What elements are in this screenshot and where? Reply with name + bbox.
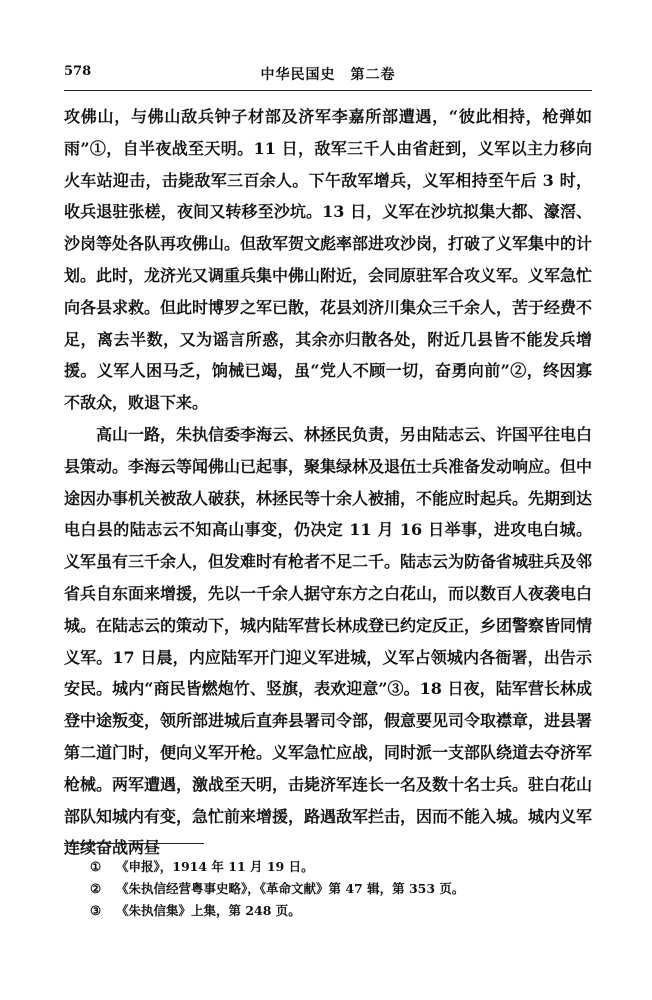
footnote-2: [90, 878, 590, 900]
footnotes: [90, 856, 590, 922]
body-text: [64, 101, 592, 864]
paragraph-2: 高山一路，朱执信委李海云、林拯民负责，另由陆志云、许国平往电白县策动。李海云等闻佛山已起事，聚集绿林及退伍士兵准备发动响应。但中途因办事机关被敌人破获，林拯民等十余人被捕，不能应时起兵。先期到达电白县的陆志云不知高山事变，仍决定 11 月 16 日举事，进攻电白城。义军虽有三千余人，但发难时有枪者不足二千。陆志云为防备省城驻兵及邻省兵自东面来增援，先以一千余人据守东方之白花山，而以数百人夜袭电白城。在陆志云的策动下，城内陆军营长林成登已约定反正，乡团警察皆同情义军。17 日晨，内应陆军开门迎义军进城，义军占领城内各衙署，出告示安民。城内“商民皆燃炮竹、竖旗，表欢迎意”③。18 日夜，陆军营长林成登中途叛变，领所部进城后直奔县署司令部，假意要见司令取襟章，进县署第二道门时，便向义军开枪。义军急忙应战，同时派一支部队绕道去夺济军枪械。两军遭遇，激战至天明，击毙济军连长一名及数十名士兵。驻白花山部队知城内有变，急忙前来增援，路遇敌军拦击，因而不能入城。城内义军连续奋战两昼: [64, 424, 593, 858]
page-header: [64, 64, 592, 86]
footnote-1: [90, 856, 590, 878]
paragraph-1: 攻佛山，与佛山敌兵钟子材部及济军李嘉所部遭遇，“彼此相持，枪弹如雨”①，自半夜战至天明。11 日，敌军三千人由省赶到，义军以主力移向火车站迎击，击毙敌军三百余人。下午敌军增兵，义军相持至午后 3 时，收兵退驻张槎，夜间又转移至沙坑。13 日，义军在沙坑拟集大都、濠滘、沙岗等处各队再攻佛山。但敌军贺文彪率部进攻沙岗，打破了义军集中的计划。此时，龙济光又调重兵集中佛山附近，会同原驻军合攻义军。义军急忙向各县求救。但此时博罗之军已散，花县刘济川集众三千余人，苦于经费不足，离去半数，又为谣言所惑，其余亦归散各处，附近几县皆不能发兵增援。义军人困马乏，饷械已竭，虽“党人不顾一切，奋勇向前”②，终因寡不敌众，败退下来。: [64, 107, 593, 413]
running-title: 中华民国史 第二卷: [260, 67, 396, 83]
header-rule: [64, 90, 592, 91]
footnote-1-mark: ①: [90, 859, 102, 874]
footnote-2-text: 《朱执信经营粤事史略》，《革命文献》第 47 辑，第 353 页。: [116, 881, 465, 896]
footnote-3-mark: ③: [90, 903, 102, 918]
footnote-1-text: 《申报》，1914 年 11 月 19 日。: [116, 859, 314, 874]
footnote-2-mark: ②: [90, 881, 102, 896]
footnote-3-text: 《朱执信集》上集，第 248 页。: [116, 903, 301, 918]
footnote-rule: [64, 843, 204, 844]
footnote-3: [90, 900, 590, 922]
page-number: 578: [64, 64, 92, 79]
